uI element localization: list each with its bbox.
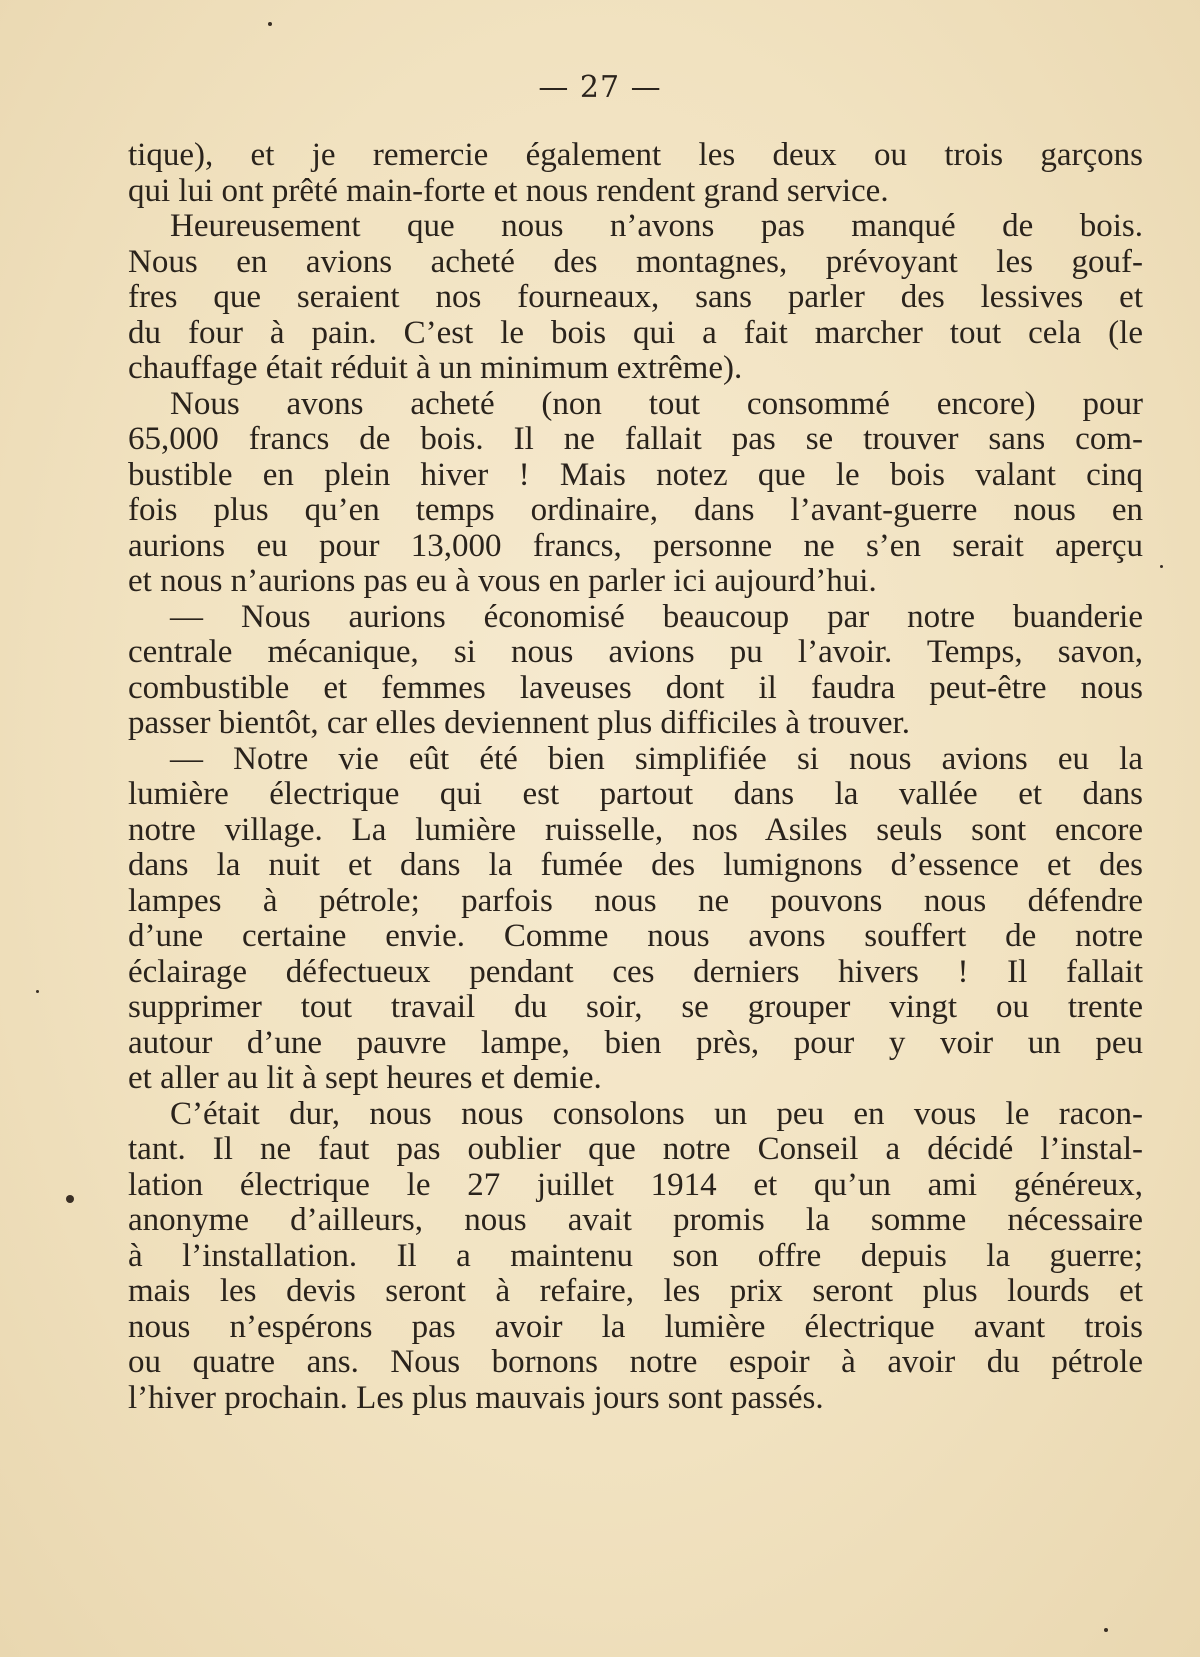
text-line: notre village. La lumière ruisselle, nos Asiles seuls sont encore	[128, 811, 1143, 848]
text-line: tant. Il ne faut pas oublier que notre Conseil a décidé l’instal-	[128, 1131, 1143, 1167]
text-line: — Notre vie eût été bien simplifiée si nous avions eu la	[170, 740, 1143, 777]
text-line: anonyme d’ailleurs, nous avait promis la somme nécessaire	[128, 1202, 1143, 1238]
text-line: et nous n’aurions pas eu à vous en parler ici aujourd’hui.	[128, 563, 877, 599]
ink-speck	[268, 22, 272, 26]
text-line: lampes à pétrole; parfois nous ne pouvons nous défendre	[128, 882, 1143, 919]
body-text	[128, 138, 1143, 1416]
text-line: dans la nuit et dans la fumée des lumignons d’essence et des	[128, 847, 1143, 883]
text-line: mais les devis seront à refaire, les prix seront plus lourds et	[128, 1273, 1143, 1309]
text-line: lumière électrique qui est partout dans la vallée et dans	[128, 776, 1143, 812]
text-line: fois plus qu’en temps ordinaire, dans l’avant-guerre nous en	[128, 492, 1143, 528]
text-line: ou quatre ans. Nous bornons notre espoir à avoir du pétrole	[128, 1344, 1143, 1380]
text-line: passer bientôt, car elles deviennent plus difficiles à trouver.	[128, 705, 910, 741]
text-line: — Nous aurions économisé beaucoup par notre buanderie	[170, 598, 1143, 635]
text-line: fres que seraient nos fourneaux, sans parler des lessives et	[128, 279, 1143, 315]
text-line: qui lui ont prêté main-forte et nous rendent grand service.	[128, 172, 889, 209]
text-line: centrale mécanique, si nous avions pu l’avoir. Temps, savon,	[128, 634, 1143, 670]
text-line: éclairage défectueux pendant ces derniers hivers ! Il fallait	[128, 953, 1143, 990]
text-line: Nous en avions acheté des montagnes, prévoyant les gouf-	[128, 243, 1143, 280]
text-line: l’hiver prochain. Les plus mauvais jours sont passés.	[128, 1379, 824, 1416]
text-line: et aller au lit à sept heures et demie.	[128, 1060, 602, 1096]
text-line: Nous avons acheté (non tout consommé encore) pour	[170, 385, 1143, 422]
page-number: — 27 —	[538, 70, 662, 105]
text-line: 65,000 francs de bois. Il ne fallait pas se trouver sans com-	[128, 421, 1143, 457]
text-line: tique), et je remercie également les deux ou trois garçons	[128, 137, 1143, 173]
ink-speck	[36, 990, 39, 993]
text-line: combustible et femmes laveuses dont il faudra peut-être nous	[128, 669, 1143, 706]
ink-speck	[1160, 565, 1163, 568]
text-line: aurions eu pour 13,000 francs, personne ne s’en serait aperçu	[128, 527, 1143, 564]
text-line: du four à pain. C’est le bois qui a fait marcher tout cela (le	[128, 314, 1143, 351]
text-line: chauffage était réduit à un minimum extrême).	[128, 350, 743, 386]
ink-speck	[66, 1195, 74, 1203]
text-line: nous n’espérons pas avoir la lumière électrique avant trois	[128, 1308, 1143, 1345]
text-line: Heureusement que nous n’avons pas manqué de bois.	[170, 208, 1143, 244]
text-line: supprimer tout travail du soir, se grouper vingt ou trente	[128, 989, 1143, 1025]
text-line: d’une certaine envie. Comme nous avons souffert de notre	[128, 918, 1143, 954]
text-line: C’était dur, nous nous consolons un peu en vous le racon-	[170, 1095, 1143, 1132]
text-line: lation électrique le 27 juillet 1914 et qu’un ami généreux,	[128, 1166, 1143, 1203]
ink-speck	[1104, 1628, 1108, 1632]
text-line: bustible en plein hiver ! Mais notez que le bois valant cinq	[128, 456, 1143, 493]
text-line: à l’installation. Il a maintenu son offre depuis la guerre;	[128, 1237, 1143, 1274]
text-line: autour d’une pauvre lampe, bien près, pour y voir un peu	[128, 1024, 1143, 1061]
